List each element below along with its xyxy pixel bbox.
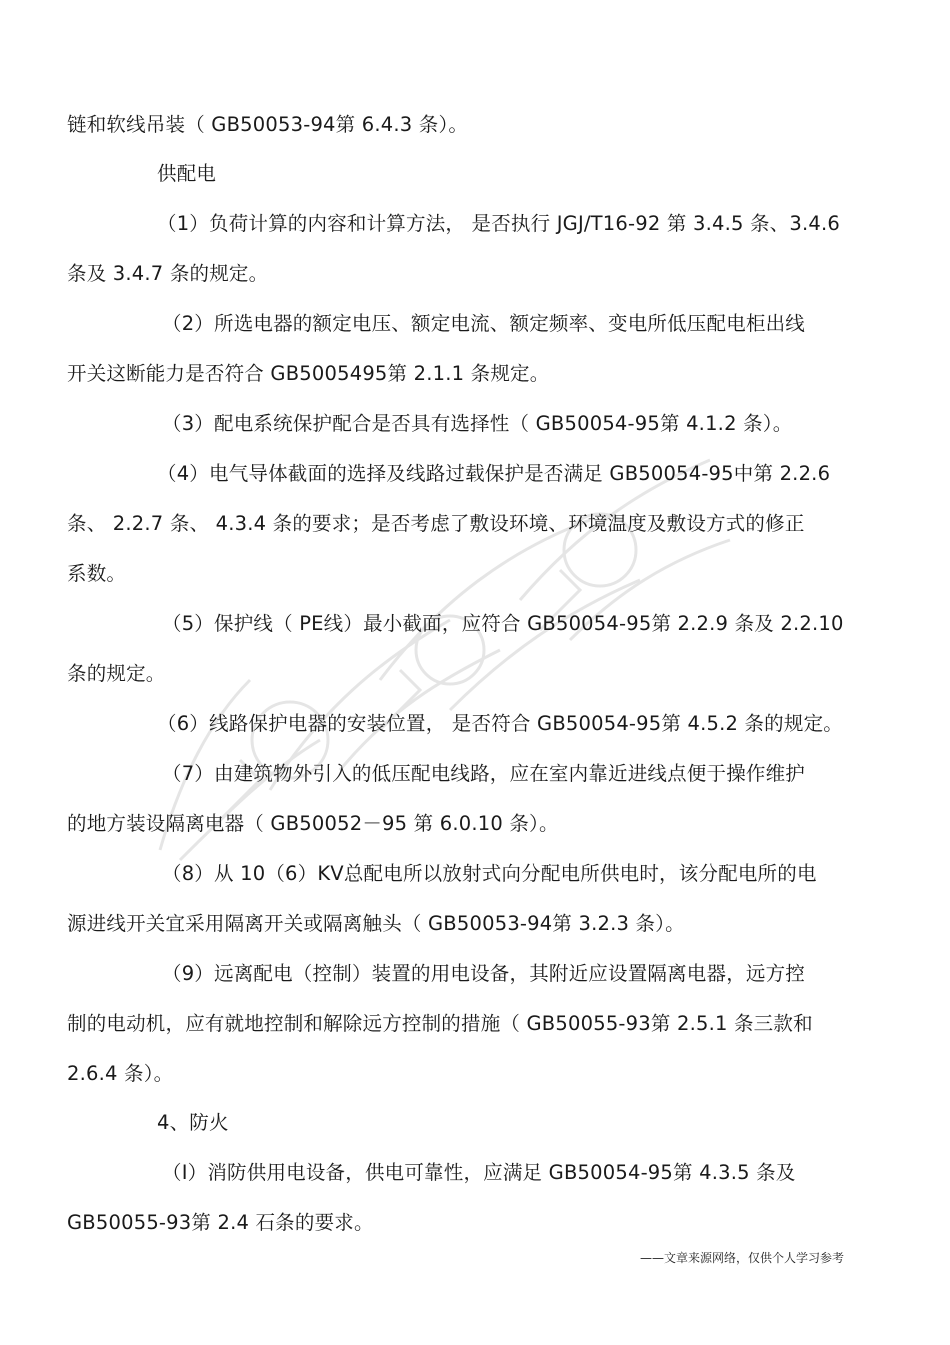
text-line-19: 制的电动机，应有就地控制和解除远方控制的措施（ GB50055-93第 2.5.1 条三款和 — [67, 1012, 813, 1035]
text-line-6: 开关这断能力是否符合 GB5005495第 2.1.1 条规定。 — [67, 362, 550, 385]
text-line-13: （6）线路保护电器的安装位置， 是否符合 GB50054-95第 4.5.2 条的规定。 — [157, 712, 843, 735]
text-line-22: （Ⅰ）消防供用电设备，供电可靠性，应满足 GB50054-95第 4.3.5 条及 — [162, 1161, 796, 1184]
text-line-8: （4）电气导体截面的选择及线路过载保护是否满足 GB50054-95中第 2.2.6 — [157, 462, 831, 485]
text-line-3: （1）负荷计算的内容和计算方法， 是否执行 JGJ/T16-92 第 3.4.5 条、3.4.6 — [157, 212, 840, 235]
text-line-5: （2）所选电器的额定电压、额定电流、额定频率、变电所低压配电柜出线 — [162, 312, 806, 335]
section-heading-fire-protection: 4、防火 — [157, 1111, 229, 1134]
text-line-10: 系数。 — [67, 562, 127, 585]
text-line-9: 条、 2.2.7 条、 4.3.4 条的要求；是否考虑了敷设环境、环境温度及敷设方式的修正 — [67, 512, 805, 535]
text-line-7: （3）配电系统保护配合是否具有选择性（ GB50054-95第 4.1.2 条）。 — [162, 412, 793, 435]
text-line-11: （5）保护线（ PE线）最小截面，应符合 GB50054-95第 2.2.9 条及 2.2.10 — [162, 612, 844, 635]
text-line-20: 2.6.4 条）。 — [67, 1062, 174, 1085]
text-line-4: 条及 3.4.7 条的规定。 — [67, 262, 269, 285]
text-line-17: 源进线开关宜采用隔离开关或隔离触头（ GB50053-94第 3.2.3 条）。 — [67, 912, 685, 935]
page-footer-note: ——文章来源网络，仅供个人学习参考 — [640, 1251, 845, 1265]
text-line-18: （9）远离配电（控制）装置的用电设备，其附近应设置隔离电器，远方控 — [162, 962, 806, 985]
text-line-14: （7）由建筑物外引入的低压配电线路，应在室内靠近进线点便于操作维护 — [162, 762, 806, 785]
text-line-15: 的地方装设隔离电器（ GB50052－95 第 6.0.10 条）。 — [67, 812, 559, 835]
text-line-16: （8）从 10（6）KV总配电所以放射式向分配电所供电时，该分配电所的电 — [162, 862, 817, 885]
section-heading-power-supply: 供配电 — [157, 162, 217, 185]
text-line-1: 链和软线吊装（ GB50053-94第 6.4.3 条）。 — [67, 113, 469, 136]
text-line-12: 条的规定。 — [67, 662, 166, 685]
text-line-23: GB50055-93第 2.4 石条的要求。 — [67, 1211, 374, 1234]
